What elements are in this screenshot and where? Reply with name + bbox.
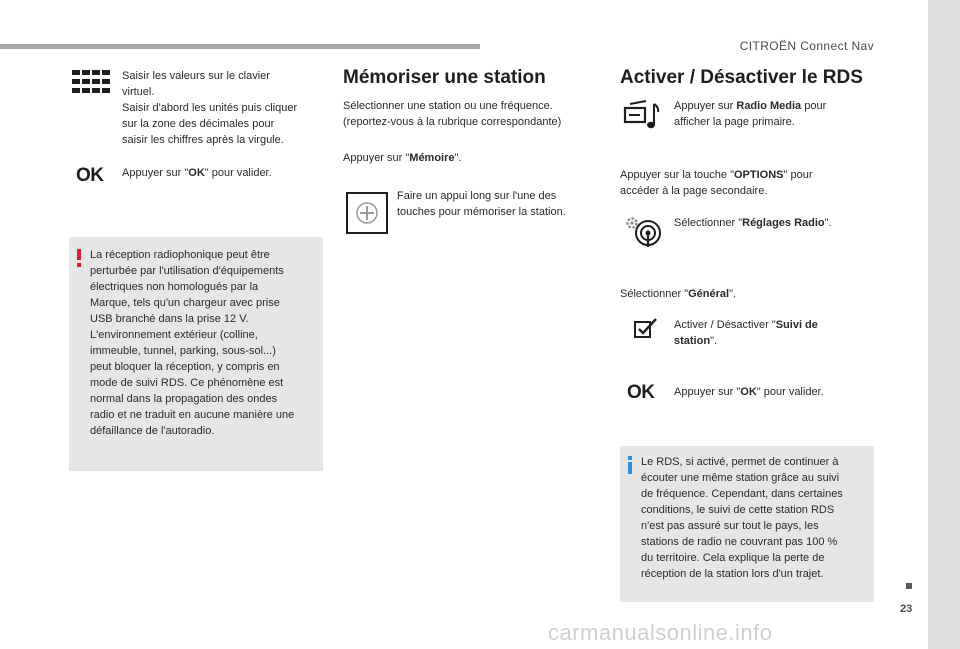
radio-media-icon	[622, 100, 662, 132]
reglages-instruction: Sélectionner "Réglages Radio".	[674, 217, 832, 229]
ok-instruction: Appuyer sur "OK" pour valider.	[122, 167, 272, 179]
radio-media-instruction: Appuyer sur Radio Media pour afficher la page primaire.	[674, 100, 827, 128]
info-icon	[628, 462, 632, 474]
memorize-title: Mémoriser une station	[343, 67, 546, 88]
checkbox-icon	[634, 318, 658, 338]
rds-title: Activer / Désactiver le RDS	[620, 67, 863, 88]
suivi-instruction: Activer / Désactiver "Suivi de station".	[674, 319, 818, 347]
general-instruction: Sélectionner "Général".	[620, 288, 737, 300]
keyboard-instructions: Saisir les valeurs sur le clavier virtuel. Saisir d'abord les unités puis cliquer sur la zone des décimales pour saisir les chiffres après la virgule.	[122, 70, 298, 146]
add-station-icon	[346, 192, 388, 234]
info-icon-dot	[628, 456, 632, 460]
top-rule	[0, 44, 480, 49]
brand-title: CITROËN Connect Nav	[739, 39, 874, 53]
ok-icon: OK	[76, 165, 104, 186]
options-instruction: Appuyer sur la touche "OPTIONS" pour accéder à la page secondaire.	[620, 169, 813, 197]
info-text: Le RDS, si activé, permet de continuer à écouter une même station grâce au suivi de fréquence. Cependant, dans certaines conditions, le suivi de cette station RDS n'est pas assuré sur tout le pays, les stations de radio ne couvrant pas 100 % du territoire. Cela explique la perte de réception de la station lors d'un trajet.	[641, 456, 843, 580]
memorize-intro: Sélectionner une station ou une fréquence. (reportez-vous à la rubrique correspondante)	[343, 100, 562, 128]
watermark: carmanualsonline.info	[548, 620, 773, 645]
ok-instruction: Appuyer sur "OK" pour valider.	[674, 386, 824, 398]
page-marker-icon	[906, 583, 912, 589]
memoire-instruction: Appuyer sur "Mémoire".	[343, 152, 462, 164]
radio-settings-icon	[624, 214, 664, 248]
ok-icon: OK	[627, 382, 655, 403]
keyboard-grid-icon	[72, 70, 110, 94]
longpress-instruction: Faire un appui long sur l'une des touches pour mémoriser la station.	[397, 190, 566, 218]
page-number: 23	[900, 603, 913, 615]
warning-text: La réception radiophonique peut être perturbée par l'utilisation d'équipements électriques non homologués par la Marque, tels qu'un chargeur avec prise USB branché dans la prise 12 V. L'environnement extérieur (colline, immeuble, tunnel, parking, sous-sol...) peut bloquer la réception, y compris en mode de suivi RDS. Ce phénomène est normal dans la propagation des ondes radio et ne traduit en aucune manière une défaillance de l'autoradio.	[90, 249, 295, 437]
side-strip	[928, 0, 960, 649]
warning-icon	[77, 249, 81, 260]
warning-icon-dot	[77, 263, 81, 267]
